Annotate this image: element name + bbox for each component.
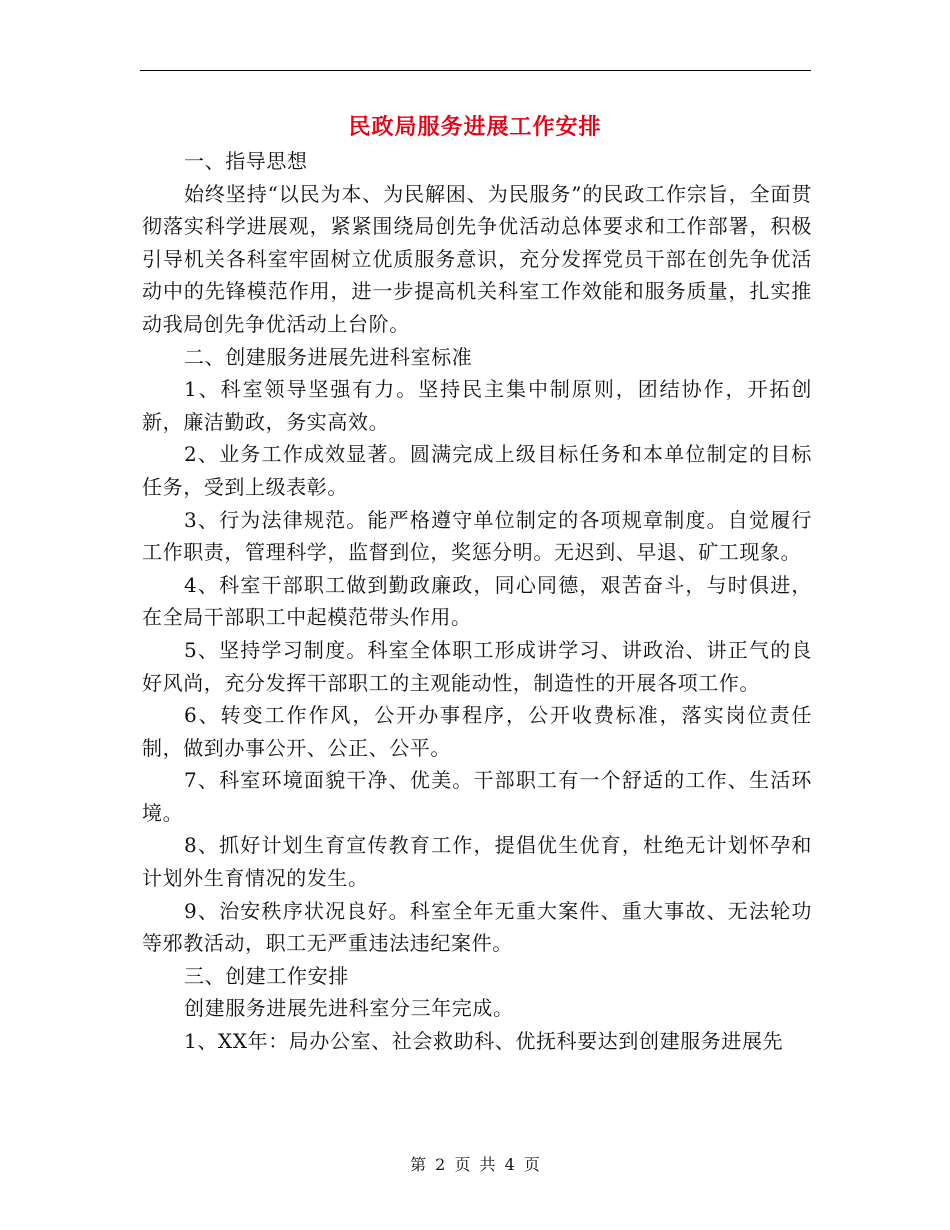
standard-item-6: 6、转变工作作风，公开办事程序，公开收费标准，落实岗位责任制，做到办事公开、公正、公平。 — [142, 703, 812, 760]
paragraph-guiding-thought: 始终坚持“以民为本、为民解困、为民服务”的民政工作宗旨，全面贯彻落实科学进展观，紧紧围绕局创先争优活动总体要求和工作部署，积极引导机关各科室牢固树立优质服务意识，充分发挥党员干部在创先争优活动中的先锋模范作用，进一步提高机关科室工作效能和服务质量，扎实推动我局创先争优活动上台阶。 — [142, 181, 812, 336]
section-heading-guiding-thought: 一、指导思想 — [184, 149, 308, 173]
standard-item-7: 7、科室环境面貌干净、优美。干部职工有一个舒适的工作、生活环境。 — [142, 768, 812, 825]
page-footer: 第 2 页 共 4 页 — [410, 1155, 540, 1174]
standard-item-3: 3、行为法律规范。能严格遵守单位制定的各项规章制度。自觉履行工作职责，管理科学，监督到位，奖惩分明。无迟到、早退、矿工现象。 — [142, 507, 812, 565]
standard-item-9: 9、治安秩序状况良好。科室全年无重大案件、重大事故、无法轮功等邪教活动，职工无严重违法违纪案件。 — [142, 898, 812, 956]
document-title: 民政局服务进展工作安排 — [348, 114, 602, 140]
document-body — [142, 145, 812, 1058]
standard-item-8: 8、抓好计划生育宣传教育工作，提倡优生优育，杜绝无计划怀孕和计划外生育情况的发生。 — [142, 833, 812, 891]
standard-item-4: 4、科室干部职工做到勤政廉政，同心同德，艰苦奋斗，与时俱进，在全局干部职工中起模范带头作用。 — [142, 572, 812, 630]
standard-item-1: 1、科室领导坚强有力。坚持民主集中制原则，团结协作，开拓创新，廉洁勤政，务实高效。 — [142, 377, 812, 434]
standard-item-5: 5、坚持学习制度。科室全体职工形成讲学习、讲政治、讲正气的良好风尚，充分发挥干部职工的主观能动性，制造性的开展各项工作。 — [142, 637, 812, 695]
arrangement-item-1: 1、XX年：局办公室、社会救助科、优抚科要达到创建服务进展先 — [184, 1029, 784, 1054]
paragraph-arrangement-intro: 创建服务进展先进科室分三年完成。 — [184, 996, 514, 1021]
header-rule — [140, 70, 811, 71]
section-heading-standards: 二、创建服务进展先进科室标准 — [184, 344, 473, 369]
standard-item-2: 2、业务工作成效显著。圆满完成上级目标任务和本单位制定的目标任务，受到上级表彰。 — [142, 442, 812, 499]
section-heading-arrangement: 三、创建工作安排 — [184, 963, 349, 988]
